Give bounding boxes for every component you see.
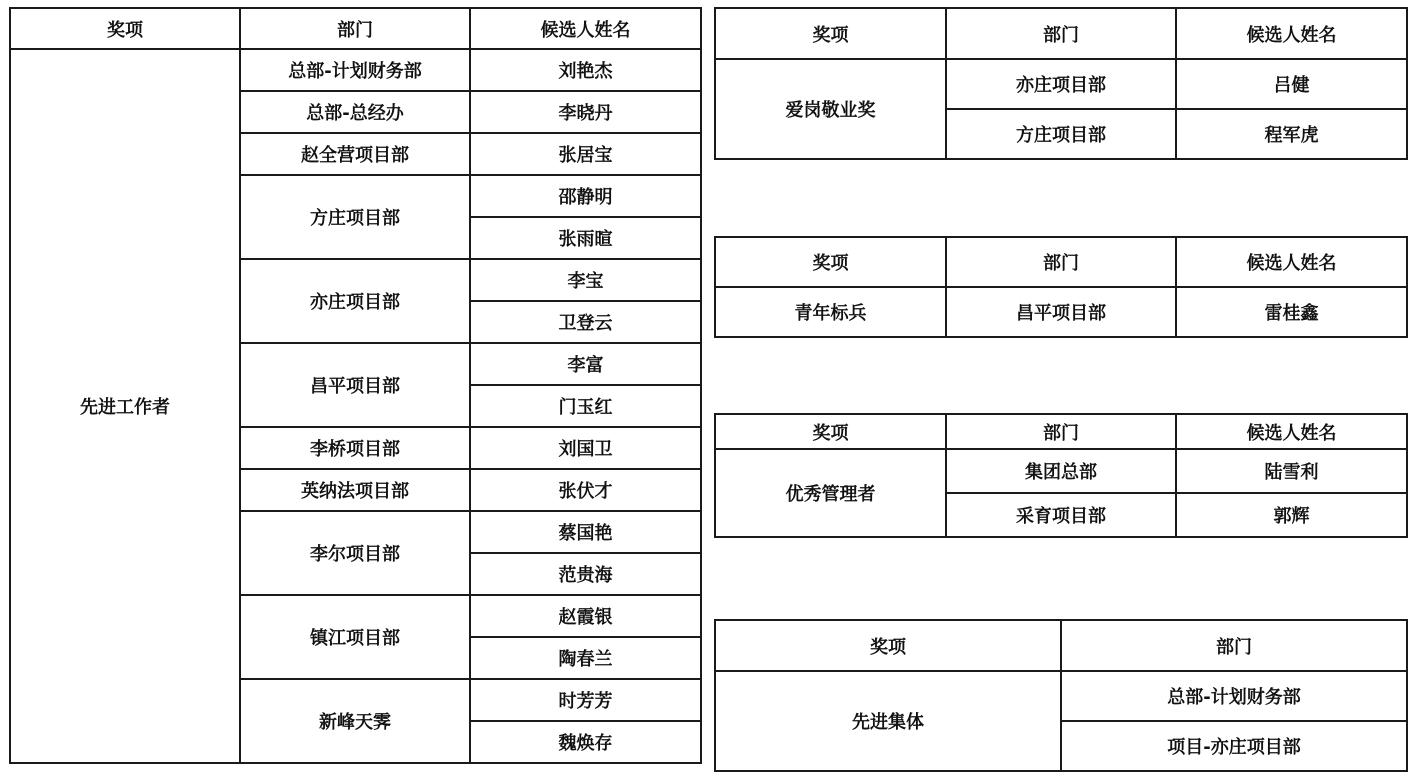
dept-cell: 李尔项目部 <box>240 511 470 595</box>
dept-cell: 采育项目部 <box>946 493 1176 537</box>
name-cell: 陶春兰 <box>470 637 701 679</box>
table-header-row <box>715 414 1407 449</box>
name-cell: 张伏才 <box>470 469 701 511</box>
name-cell: 蔡国艳 <box>470 511 701 553</box>
header-name: 候选人姓名 <box>1176 414 1407 449</box>
header-name: 候选人姓名 <box>470 8 701 49</box>
table-row <box>715 59 1407 109</box>
name-cell: 雷桂鑫 <box>1176 287 1407 337</box>
dept-cell: 总部-计划财务部 <box>1061 671 1407 721</box>
name-cell: 门玉红 <box>470 385 701 427</box>
excellent-manager-table <box>714 413 1408 538</box>
name-cell: 陆雪利 <box>1176 449 1407 493</box>
name-cell: 李宝 <box>470 259 701 301</box>
dept-cell: 方庄项目部 <box>240 175 470 259</box>
table-row <box>10 49 701 91</box>
table-row <box>715 671 1407 721</box>
table-row <box>715 287 1407 337</box>
header-award: 奖项 <box>715 620 1061 671</box>
award-cell: 青年标兵 <box>715 287 946 337</box>
name-cell: 刘艳杰 <box>470 49 701 91</box>
table-header-row <box>715 237 1407 287</box>
award-cell: 先进集体 <box>715 671 1061 771</box>
dept-cell: 集团总部 <box>946 449 1176 493</box>
dept-cell: 新峰天霁 <box>240 679 470 763</box>
name-cell: 邵静明 <box>470 175 701 217</box>
dept-cell: 英纳法项目部 <box>240 469 470 511</box>
header-dept: 部门 <box>946 414 1176 449</box>
dept-cell: 昌平项目部 <box>240 343 470 427</box>
advanced-worker-table <box>9 7 702 764</box>
name-cell: 张雨暄 <box>470 217 701 259</box>
youth-model-table <box>714 236 1408 338</box>
name-cell: 赵霞银 <box>470 595 701 637</box>
header-dept: 部门 <box>946 8 1176 59</box>
name-cell: 李富 <box>470 343 701 385</box>
dept-cell: 项目-亦庄项目部 <box>1061 721 1407 771</box>
name-cell: 张居宝 <box>470 133 701 175</box>
advanced-collective-table <box>714 619 1408 772</box>
table-header-row <box>715 620 1407 671</box>
header-dept: 部门 <box>946 237 1176 287</box>
name-cell: 李晓丹 <box>470 91 701 133</box>
award-cell: 先进工作者 <box>10 49 240 763</box>
dept-cell: 镇江项目部 <box>240 595 470 679</box>
dept-cell: 总部-总经办 <box>240 91 470 133</box>
award-cell: 爱岗敬业奖 <box>715 59 946 159</box>
header-dept: 部门 <box>240 8 470 49</box>
name-cell: 刘国卫 <box>470 427 701 469</box>
header-name: 候选人姓名 <box>1176 237 1407 287</box>
award-cell: 优秀管理者 <box>715 449 946 537</box>
name-cell: 卫登云 <box>470 301 701 343</box>
header-name: 候选人姓名 <box>1176 8 1407 59</box>
dept-cell: 总部-计划财务部 <box>240 49 470 91</box>
table-header-row <box>715 8 1407 59</box>
dept-cell: 亦庄项目部 <box>240 259 470 343</box>
table-header-row <box>10 8 701 49</box>
dept-cell: 昌平项目部 <box>946 287 1176 337</box>
dept-cell: 亦庄项目部 <box>946 59 1176 109</box>
header-award: 奖项 <box>715 237 946 287</box>
name-cell: 郭辉 <box>1176 493 1407 537</box>
dedication-award-table <box>714 7 1408 160</box>
name-cell: 魏焕存 <box>470 721 701 763</box>
dept-cell: 李桥项目部 <box>240 427 470 469</box>
header-dept: 部门 <box>1061 620 1407 671</box>
name-cell: 程军虎 <box>1176 109 1407 159</box>
name-cell: 时芳芳 <box>470 679 701 721</box>
dept-cell: 方庄项目部 <box>946 109 1176 159</box>
header-award: 奖项 <box>715 414 946 449</box>
table-row <box>715 449 1407 493</box>
header-award: 奖项 <box>715 8 946 59</box>
name-cell: 范贵海 <box>470 553 701 595</box>
name-cell: 吕健 <box>1176 59 1407 109</box>
dept-cell: 赵全营项目部 <box>240 133 470 175</box>
header-award: 奖项 <box>10 8 240 49</box>
